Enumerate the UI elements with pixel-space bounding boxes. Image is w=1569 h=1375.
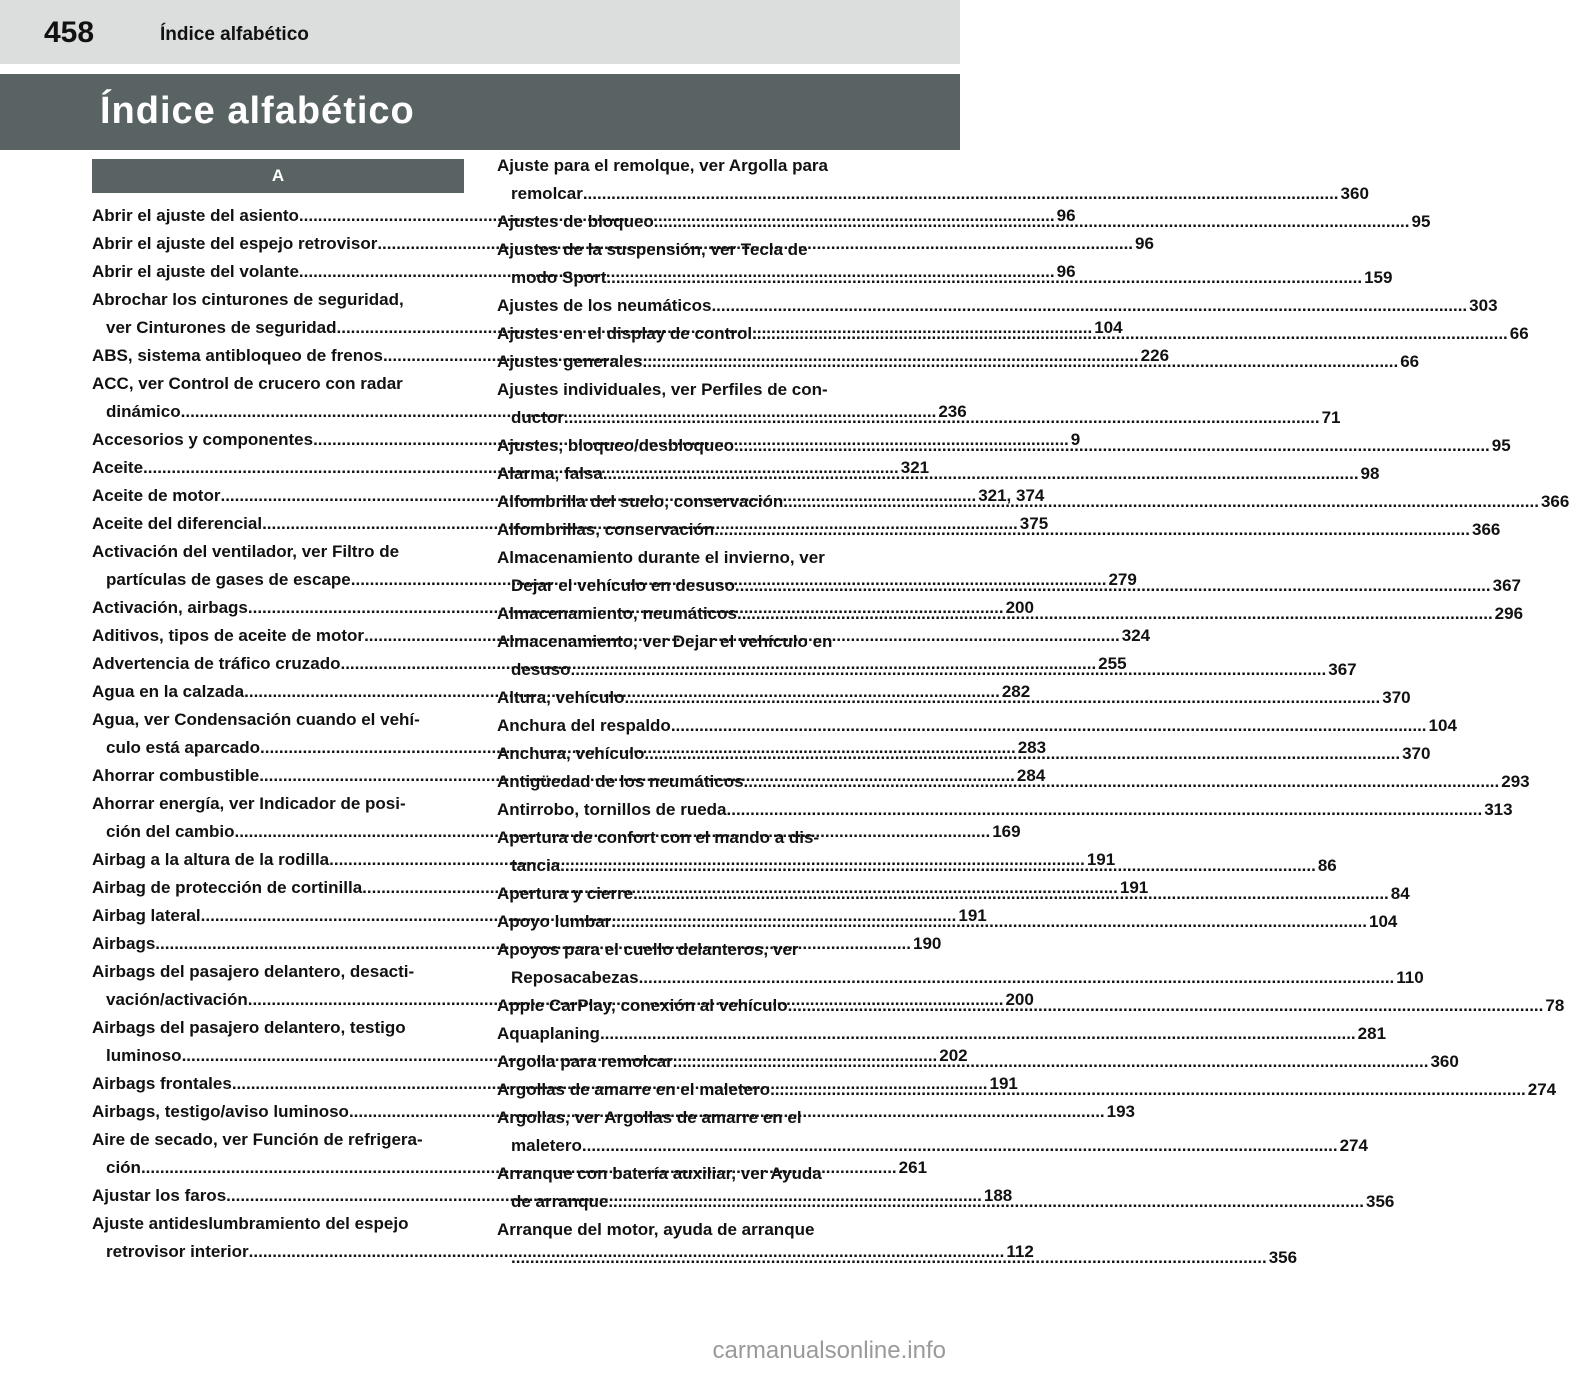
entry-text: Airbags [92, 934, 156, 953]
entry-text: Altura, vehículo [497, 688, 625, 707]
entry-text: Aquaplaning [497, 1024, 600, 1043]
entry-page-ref: 66 [1400, 352, 1420, 371]
leader-dots [711, 292, 1467, 320]
leader-dots [625, 684, 1381, 712]
entry-text: Ajustes de bloqueo [497, 212, 654, 231]
entry-page-ref: 324 [1121, 626, 1151, 645]
leader-dots [582, 1132, 1338, 1160]
entry-page-ref: 104 [1369, 912, 1398, 931]
entry-text: Advertencia de tráfico cruzado [92, 654, 341, 673]
entry-text: Aceite de motor [92, 486, 221, 505]
running-title: Índice alfabético [160, 24, 309, 45]
index-entry-line [497, 1020, 1387, 1048]
entry-page-ref: 96 [1056, 262, 1076, 281]
entry-page-ref: 200 [1005, 598, 1034, 617]
index-entry-line [497, 936, 859, 964]
title-band [0, 74, 960, 150]
index-entry-line [497, 1160, 859, 1188]
entry-text: Anchura del respaldo [497, 716, 671, 735]
entry-text: partículas de gases de escape [106, 570, 351, 589]
entry-text: Ajustes generales [497, 352, 643, 371]
index-entry-line [497, 236, 859, 264]
leader-dots [571, 656, 1327, 684]
entry-page-ref: 9 [1070, 430, 1081, 449]
entry-text: Ahorrar combustible [92, 766, 260, 785]
entry-text: de arranque [511, 1192, 609, 1211]
entry-text: Dejar el vehículo en desuso [511, 576, 735, 595]
leader-dots [735, 572, 1491, 600]
entry-text: Aceite del diferencial [92, 514, 263, 533]
index-entry-line [497, 1132, 1368, 1160]
index-entry-line [497, 628, 859, 656]
index-entry-line [497, 796, 1513, 824]
entry-text: Aire de secado, ver Función de refrigera- [92, 1130, 423, 1149]
entry-page-ref: 95 [1491, 436, 1511, 455]
index-entry-line [497, 180, 1369, 208]
entry-text: culo está aparcado [106, 738, 261, 757]
entry-page-ref: 321, 374 [978, 486, 1045, 505]
entry-page-ref: 112 [1006, 1242, 1034, 1261]
entry-text: Airbag de protección de cortinilla [92, 878, 363, 897]
entry-text: ductor [511, 408, 564, 427]
entry-text: Agua en la calzada [92, 682, 245, 701]
entry-text: Abrochar los cinturones de seguridad, [92, 290, 404, 309]
entry-text: ción del cambio [106, 822, 235, 841]
leader-dots [611, 908, 1367, 936]
entry-text: ACC, ver Control de crucero con radar [92, 374, 403, 393]
entry-text: ver Cinturones de seguridad [106, 318, 337, 337]
entry-page-ref: 95 [1411, 212, 1431, 231]
index-entry-line [92, 1014, 438, 1042]
entry-page-ref: 321 [900, 458, 930, 477]
entry-page-ref: 303 [1469, 296, 1498, 315]
leader-dots [744, 768, 1500, 796]
index-entry-line [497, 376, 859, 404]
entry-page-ref: 193 [1106, 1102, 1136, 1121]
entry-page-ref: 190 [913, 934, 942, 953]
entry-page-ref: 96 [1135, 234, 1154, 253]
index-entry-line [92, 538, 438, 566]
entry-text: Ajustar los faros [92, 1186, 227, 1205]
leader-dots [752, 320, 1508, 348]
entry-text: Alfombrillas, conservación [497, 520, 715, 539]
entry-text: Airbags frontales [92, 1074, 232, 1093]
entry-page-ref: 104 [1428, 716, 1457, 735]
entry-page-ref: 191 [958, 906, 987, 925]
leader-dots [654, 208, 1410, 236]
entry-text: Ahorrar energía, ver Indicador de posi- [92, 794, 406, 813]
entry-text: Almacenamiento, ver Dejar el vehículo en [497, 632, 833, 651]
entry-page-ref: 98 [1360, 464, 1380, 483]
header-band [0, 0, 960, 64]
entry-page-ref: 191 [1086, 850, 1116, 869]
entry-text: Almacenamiento durante el invierno, ver [497, 548, 825, 567]
leader-dots [564, 404, 1320, 432]
entry-text: Apertura y cierre [497, 884, 634, 903]
entry-text: Apple CarPlay, conexión al vehículo [497, 996, 788, 1015]
entry-text: Alarma, falsa [497, 464, 603, 483]
entry-text: Airbag lateral [92, 906, 201, 925]
index-entry-line [92, 1210, 438, 1238]
entry-page-ref: 236 [938, 402, 967, 421]
entry-text: Abrir el ajuste del asiento [92, 206, 299, 225]
section-letter-bar: A [92, 159, 464, 193]
entry-text: Ajustes, bloqueo/desbloqueo [497, 436, 735, 455]
leader-dots [560, 852, 1316, 880]
entry-page-ref: 281 [1357, 1024, 1387, 1043]
index-entry-line [92, 1126, 438, 1154]
entry-text: Ajuste antideslumbramiento del espejo [92, 1214, 409, 1233]
entry-page-ref: 366 [1472, 520, 1501, 539]
leader-dots [639, 964, 1395, 992]
entry-page-ref: 283 [1017, 738, 1047, 757]
leader-dots [608, 1188, 1364, 1216]
leader-dots [511, 1244, 1267, 1272]
entry-page-ref: 261 [898, 1158, 928, 1177]
entry-text: Anchura, vehículo [497, 744, 645, 763]
entry-text: Antirrobo, tornillos de rueda [497, 800, 727, 819]
entry-text: Alfombrilla del suelo, conservación [497, 492, 784, 511]
entry-text: Ajustes de la suspensión, ver Tecla de [497, 240, 808, 259]
index-entry-line [497, 152, 859, 180]
leader-dots [583, 180, 1339, 208]
entry-text: Ajuste para el remolque, ver Argolla para [497, 156, 828, 175]
entry-page-ref: 96 [1056, 206, 1076, 225]
entry-text: Airbag a la altura de la rodilla [92, 850, 330, 869]
entry-text: Reposacabezas [511, 968, 639, 987]
entry-page-ref: 84 [1390, 884, 1410, 903]
entry-text: Activación del ventilador, ver Filtro de [92, 542, 400, 561]
entry-page-ref: 159 [1364, 268, 1393, 287]
entry-page-ref: 200 [1005, 990, 1034, 1009]
leader-dots [770, 1076, 1526, 1104]
entry-page-ref: 367 [1328, 660, 1357, 679]
entry-text: Abrir el ajuste del espejo retrovisor [92, 234, 378, 253]
entry-text: Abrir el ajuste del volante [92, 262, 299, 281]
entry-text: Arranque con batería auxiliar, ver Ayuda [497, 1164, 822, 1183]
entry-page-ref: 279 [1108, 570, 1137, 589]
index-entry-line [497, 292, 1498, 320]
entry-page-ref: 375 [1019, 514, 1049, 533]
entry-page-ref: 104 [1094, 318, 1123, 337]
entry-text: retrovisor interior [106, 1242, 249, 1261]
index-entry-line [92, 958, 438, 986]
entry-text: luminoso [106, 1046, 182, 1065]
entry-page-ref: 370 [1402, 744, 1431, 763]
entry-page-ref: 360 [1340, 184, 1369, 203]
entry-text: maletero [511, 1136, 582, 1155]
entry-text: Antigüedad de los neumáticos [497, 772, 744, 791]
entry-page-ref: 282 [1001, 682, 1031, 701]
entry-text: Airbags, testigo/aviso luminoso [92, 1102, 349, 1121]
entry-text: Argolla para remolcar [497, 1052, 673, 1071]
index-entry-line [497, 1104, 859, 1132]
entry-page-ref: 274 [1527, 1080, 1557, 1099]
entry-page-ref: 78 [1545, 996, 1565, 1015]
entry-page-ref: 86 [1317, 856, 1337, 875]
leader-dots [673, 1048, 1429, 1076]
index-entry-line [497, 544, 859, 572]
page-title: Índice alfabético [100, 90, 415, 132]
entry-text: Argollas, ver Argollas de amarre en el [497, 1108, 802, 1127]
entry-page-ref: 66 [1509, 324, 1529, 343]
entry-page-ref: 274 [1339, 1136, 1368, 1155]
index-entry-line [497, 1216, 859, 1244]
entry-page-ref: 370 [1382, 688, 1411, 707]
entry-page-ref: 360 [1430, 1052, 1459, 1071]
page-number: 458 [44, 16, 95, 49]
leader-dots [783, 488, 1539, 516]
entry-page-ref: 191 [989, 1074, 1018, 1093]
entry-page-ref: 191 [1119, 878, 1149, 897]
index-entry-line [92, 1238, 1034, 1266]
index-entry-line [497, 432, 1511, 460]
entry-text: Arranque del motor, ayuda de arranque [497, 1220, 815, 1239]
index-entry-line [92, 370, 438, 398]
leader-dots [734, 432, 1490, 460]
entry-page-ref: 255 [1098, 654, 1127, 673]
leader-dots [643, 348, 1399, 376]
entry-page-ref: 169 [992, 822, 1021, 841]
entry-page-ref: 296 [1494, 604, 1524, 623]
entry-page-ref: 284 [1016, 766, 1046, 785]
entry-text: Accesorios y componentes [92, 430, 314, 449]
leader-dots [737, 600, 1493, 628]
entry-text: modo Sport [511, 268, 607, 287]
entry-text: vación/activación [106, 990, 248, 1009]
leader-dots [633, 880, 1389, 908]
entry-text: Ajustes de los neumáticos [497, 296, 712, 315]
leader-dots [714, 516, 1470, 544]
leader-dots [600, 1020, 1356, 1048]
entry-text: tancia [511, 856, 561, 875]
entry-text: ABS, sistema antibloqueo de frenos [92, 346, 383, 365]
entry-text: Apertura de confort con el mando a dis- [497, 828, 820, 847]
entry-text: Almacenamiento, neumáticos [497, 604, 737, 623]
entry-text: Airbags del pasajero delantero, desacti- [92, 962, 415, 981]
entry-text: Ajustes en el display de control [497, 324, 753, 343]
index-entry-line [92, 286, 438, 314]
entry-text: Apoyos para el cuello delanteros, ver [497, 940, 799, 959]
leader-dots [788, 992, 1544, 1020]
index-entry-line [497, 824, 859, 852]
entry-text: Agua, ver Condensación cuando el vehí- [92, 710, 420, 729]
entry-page-ref: 367 [1492, 576, 1521, 595]
entry-page-ref: 293 [1501, 772, 1530, 791]
index-entry-line [92, 790, 438, 818]
index-entry-line [497, 964, 1424, 992]
entry-text: Apoyo lumbar [497, 912, 612, 931]
entry-page-ref: 313 [1484, 800, 1513, 819]
entry-text: Aditivos, tipos de aceite de motor [92, 626, 365, 645]
entry-page-ref: 71 [1321, 408, 1341, 427]
watermark: carmanualsonline.info [712, 1337, 946, 1364]
entry-text: Activación, airbags [92, 598, 248, 617]
entry-text: ción [106, 1158, 141, 1177]
entry-page-ref: 110 [1396, 968, 1424, 987]
entry-text: Aceite [92, 458, 144, 477]
entry-page-ref: 356 [1366, 1192, 1395, 1211]
leader-dots [606, 264, 1362, 292]
leader-dots [603, 460, 1359, 488]
leader-dots [671, 712, 1427, 740]
entry-text: dinámico [106, 402, 181, 421]
entry-page-ref: 366 [1540, 492, 1569, 511]
entry-page-ref: 202 [939, 1046, 968, 1065]
entry-page-ref: 226 [1140, 346, 1170, 365]
entry-text: Airbags del pasajero delantero, testigo [92, 1018, 406, 1037]
leader-dots [644, 740, 1400, 768]
entry-text: Argollas de amarre en el maletero [497, 1080, 771, 1099]
index-entry-line [92, 706, 438, 734]
entry-page-ref: 356 [1268, 1248, 1298, 1267]
entry-text: desuso [511, 660, 571, 679]
entry-text: Ajustes individuales, ver Perfiles de con- [497, 380, 828, 399]
leader-dots [727, 796, 1483, 824]
entry-text: remolcar [511, 184, 583, 203]
entry-page-ref: 188 [983, 1186, 1013, 1205]
index-entry-line [497, 712, 1457, 740]
